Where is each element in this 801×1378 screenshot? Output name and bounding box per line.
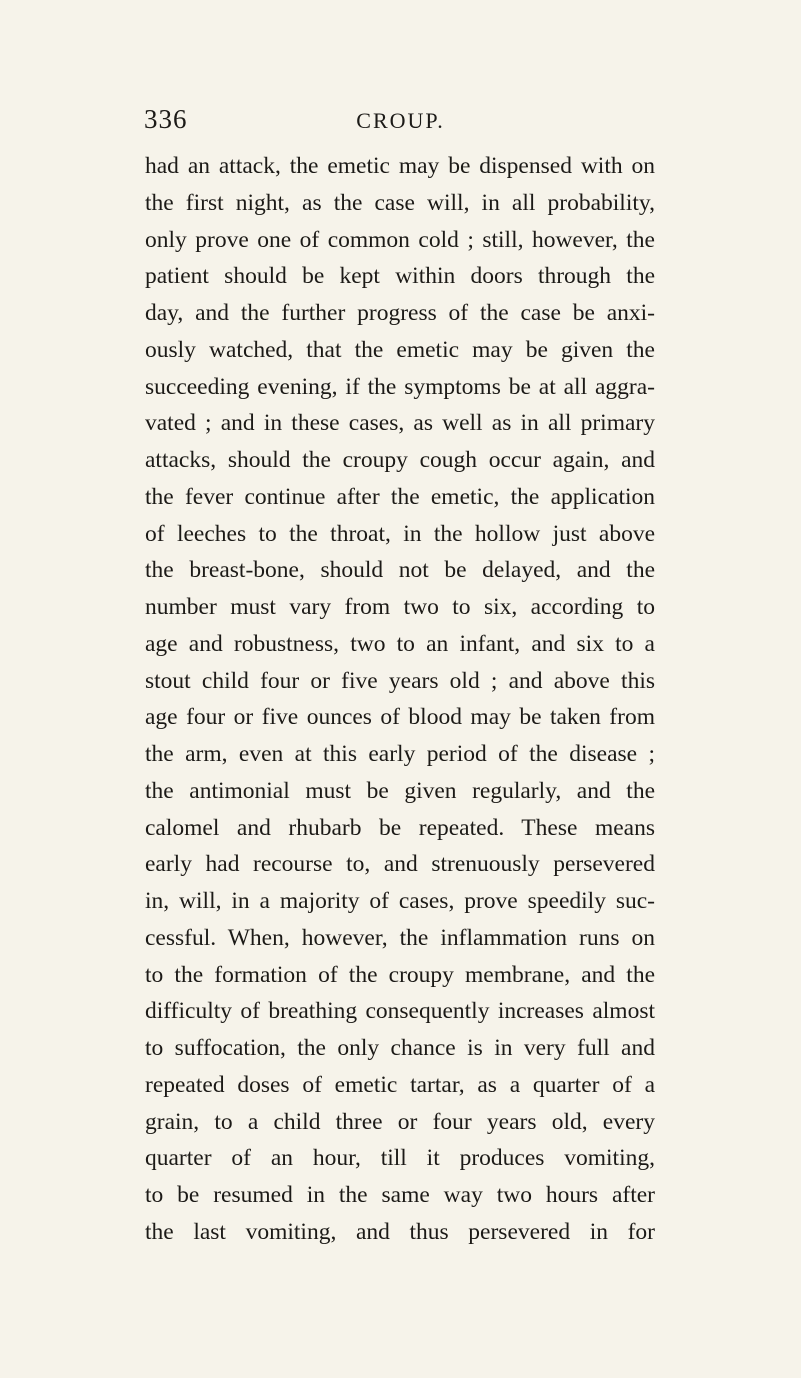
page-number: 336 xyxy=(144,104,188,134)
text-line: calomel and rhubarb be repeated. These means xyxy=(145,814,655,841)
text-line: the antimonial must be given regularly, and the xyxy=(145,777,655,804)
text-line: patient should be kept within doors through the xyxy=(145,263,655,290)
text-line: the arm, even at this early period of the disease ; xyxy=(145,741,655,767)
text-line: number must vary from two to six, according to xyxy=(145,594,655,620)
text-line: to suffocation, the only chance is in very full and xyxy=(145,1035,655,1061)
text-line: had an attack, the emetic may be dispensed with on xyxy=(145,153,655,179)
text-line: succeeding evening, if the symptoms be at all aggra- xyxy=(145,373,655,400)
text-line: only prove one of common cold ; still, however, the xyxy=(145,226,655,253)
text-line: early had recourse to, and strenuously persevered xyxy=(145,851,655,878)
text-line: repeated doses of emetic tartar, as a quarter of a xyxy=(145,1071,655,1098)
running-title: CROUP. xyxy=(356,108,445,133)
text-line: to the formation of the croupy membrane, and the xyxy=(145,961,655,988)
text-line: of leeches to the throat, in the hollow just above xyxy=(145,520,655,547)
text-line: grain, to a child three or four years old, every xyxy=(145,1108,655,1135)
text-line: the last vomiting, and thus persevered in for xyxy=(145,1218,655,1245)
text-line: stout child four or five years old ; and above this xyxy=(145,667,655,694)
text-line: ously watched, that the emetic may be given the xyxy=(145,336,655,363)
text-line: in, will, in a majority of cases, prove speedily suc- xyxy=(145,888,655,914)
text-line: age and robustness, two to an infant, and six to a xyxy=(145,630,655,657)
text-line: day, and the further progress of the case be anxi- xyxy=(145,300,655,326)
text-line: vated ; and in these cases, as well as in all primary xyxy=(145,410,655,437)
text-line: the fever continue after the emetic, the application xyxy=(145,483,655,510)
body-text xyxy=(145,148,655,1251)
text-line: difficulty of breathing consequently increases almost xyxy=(145,998,655,1025)
text-line: quarter of an hour, till it produces vomiting, xyxy=(145,1145,655,1172)
text-line: cessful. When, however, the inflammation runs on xyxy=(145,924,655,951)
text-line: age four or five ounces of blood may be taken from xyxy=(145,704,655,731)
text-line: the first night, as the case will, in all probability, xyxy=(145,189,655,216)
text-line: to be resumed in the same way two hours after xyxy=(145,1182,655,1208)
text-line: the breast-bone, should not be delayed, and the xyxy=(145,557,655,584)
text-line: attacks, should the croupy cough occur again, and xyxy=(145,447,655,473)
